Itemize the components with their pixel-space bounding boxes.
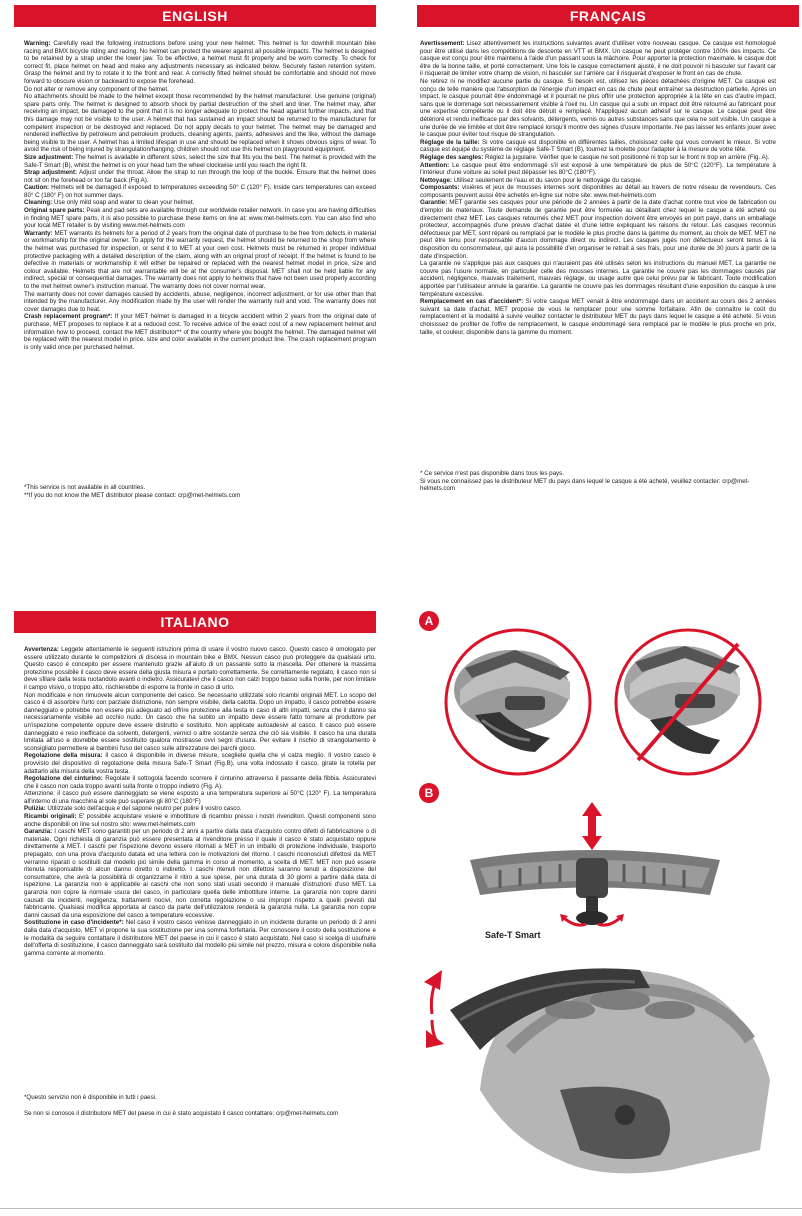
- garanzia-heading: Garanzia:: [24, 828, 53, 836]
- avert-text: Lisez attentivement les instructions suivantes avant d'utiliser votre nouveau casque. Ce casque est homologué pour être utilisé dans les compétitions de descente en VTT et BMX. Un casque ne peut protéger contre 100% des impacts. Ce casque est conçu pour être maintenu à l'aide d'un passant sous la mâchoire. Pour apporter la protection maximale, le casque doit être de la bonne taille, et porté correctement. Une fois le casque correctement ajusté, il ne doit pouvoir ni basculer sur l'avant car il risquerait de limiter votre champ de vision, ni basculer sur l'arrière car il risquerait d'exposer le front en cas de chute.: [420, 40, 776, 78]
- francais-header: FRANÇAIS: [417, 5, 799, 27]
- warranty-text: MET warrants its helmets for a period of 2 years from the original date of purchase to be free from defects in material or workmanship for the original owner. To apply for the warranty request, the helmet should be returned to the shop from where the helmet was purchased for inspection, or send it to MET at your own cost. Helmets must be returned in proper individual protective packaging with a detailed description of the claim, along with an original proof of receipt. If the helmet is found to be defective in materials or workmanship it will either be repaired or replaced with the nearest helmet model in price, size and colour available. Helmets that are not warrantable will be at the consumer's disposal. MET shall not be held liable for any indirect, special or consequential damages. The warranty does not apply to helmets that have not been used properly according to the met helmet owner's instruction manual. The warranty does not cover normal wear.: [24, 229, 376, 290]
- fr-note-1: * Ce service n'est pas disponible dans tous les pays.: [420, 470, 564, 477]
- spare-heading: Original spare parts:: [24, 207, 85, 215]
- strap-heading: Strap adjustment:: [24, 169, 78, 177]
- helmet-incorrect-fit-illustration: [616, 630, 760, 774]
- warning-text: Carefully read the following instructions before using your new helmet. This helmet is for downhill mountain bike racing and BMX bicycle riding and racing. No helmet can protect the wearer against all possible impacts. The helmet is designed to be retained by a strap under the lower jaw. To be effective, a helmet must fit properly and be worn correctly. To check for correct fit, place helmet on head and make any adjustments necessary as indicated below. Securely fasten retention system. Grasp the helmet and try to rotate it to the front and rear. A correctly fitted helmet should be comfortable and should not move forward to obscure vision or backward to expose the forehead.: [24, 40, 376, 85]
- rempl-text: Si votre casque MET venait à être endommagé dans un accident au cours des 2 années suivant sa date d'achat, MET propose de vous le remplacer pour une somme forfaitaire. Afin de connaître le coût du remplacement et la modalité à suivre veuillez contacter le distributeur MET du pays dans lequel le casque a été acheté. Si vous choisissez de profiter de l'offre de remplacement, le casque endommagé sera remplacé par le modèle le plus proche en prix, taille, et couleur, disponible dans la gamme du moment.: [420, 298, 776, 336]
- it-attenzione-text: Attenzione: il casco può essere danneggiato se viene esposto a una temperatura superiore ai 50°C (120° F). La temperatura all'interno di una macchina al sole può superare gli 80°C (180°F): [24, 790, 376, 805]
- sangles-text: Réglez la jugulaire. Vérifier que le casque ne soit positionné ni trop sur le front ni trop en arrière (Fig. A).: [485, 153, 770, 161]
- attachments-text: No attachments should be made to the helmet except those recommended by the helmet manufacturer. Use genuine (original) spare parts only. The helmet is designed to absorb shock by partial destruction of the shell and liner. The helmet may, after receiving an impact, be damaged to the point that it is no longer adequate to protect the head against further impacts, and that this damage may not be visible to the user. A helmet that has sustained an impact should be returned to the manufacturer for competent inspection or be destroyed and replaced. Do not apply decals to your helmet. The helmet may be damaged and rendered ineffective by petroleum and petroleum products, cleaning agents, paints, adhesives and the like, without the damage being visible to the user. A helmet has a limited lifespan in use and should be replaced when it shows obvious signs of wear. To avoid the risk of being injured by strangulation/hanging, children should not use this helmet on playground equipment.: [24, 93, 376, 154]
- misura-heading: Regolazione della misura:: [24, 752, 103, 760]
- attention-text: Le casque peut être endommagé s'il est exposé à une température de plus de 50°C (120°F). La température à l'intérieur d'une voiture au soleil peut dépasser les 80°C (180°F).: [420, 161, 776, 177]
- cinturino-text: Regolate il sottogola facendo scorrere il cinturino attraverso il passante della fibbia. Assicuratevi che il casco non cada troppo avanti sulla fronte o troppo indietro (Fig. A).: [24, 775, 376, 790]
- it-note-2: Se non si conosce il distributore MET del paese in cui è stato acquistato il casco contattare: crp@met-helmets.com: [24, 1109, 339, 1117]
- figure-b-safe-t-smart: [440, 800, 780, 930]
- cinturino-heading: Regolazione del cinturino:: [24, 775, 103, 783]
- rempl-heading: Remplacement en cas d'accident*:: [420, 298, 524, 306]
- ricambi-text: E' possibile acquistare visiere e imbottiture di ricambio presso i nostri rivenditori. Questi componenti sono anche disponibili on line sul nostro sito: www.met-helmets.com: [24, 813, 376, 828]
- it-note-1: *Questo servizio non è disponibile in tutti i paesi.: [24, 1094, 157, 1101]
- bottom-rule: [0, 1208, 802, 1209]
- fr-note-2: Si vous ne connaissez pas le distributeur MET du pays dans lequel le casque a été acheté, veuillez contacter: crp@met-helmets.com: [420, 477, 750, 493]
- cleaning-text: Use only mild soap and water to clean your helmet.: [53, 199, 195, 207]
- up-down-arrow-icon: [582, 802, 602, 850]
- composants-text: visières et jeux de mousses internes sont disponibles au détail au travers de notre réseau de revendeurs. Ces composants peuvent aussi être achetés en-ligne sur notre site: www.met-helmets.com: [420, 184, 776, 199]
- avv-heading: Avvertenza:: [24, 646, 59, 653]
- warranty-heading: Warranty:: [24, 229, 53, 237]
- figure-a-badge: A: [419, 611, 439, 631]
- crash-heading: Crash replacement program*:: [24, 313, 113, 321]
- english-body: [24, 40, 376, 480]
- ricambi-heading: Ricambi originali:: [24, 813, 77, 821]
- strap-text: Adjust under the throat. Allow the strap to run through the loop of the buckle. Ensure that the helmet does not sit on the forehead or too far back (Fig A).: [24, 169, 376, 184]
- cleaning-heading: Cleaning:: [24, 199, 53, 207]
- attention-heading: Attention:: [420, 161, 450, 169]
- english-note-2: **If you do not know the MET distributor please contact: crp@met-helmets.com: [24, 491, 241, 499]
- nettoyage-text: Utilisez seulement de l'eau et du savon pour le nettoyage du casque.: [453, 176, 643, 184]
- garantie2-text: La garantie ne s'applique pas aux casques qui n'auraient pas été utilisés selon les instructions du manuel MET. La garantie ne couvre pas l'usure normale, en particulier celle des mousses internes. La garantie ne couvre pas les dommages causés par accident, négligence, mauvais traitement, mauvais réglage, ou usage autre que celui prévu par le fabricant. Toute modification apportée par l'utilisateur annule la garantie. La garantie ne couvre pas les dommages résultant d'une exposition du casque à une température excessive.: [420, 260, 776, 298]
- english-note-1: *This service is not available in all countries.: [24, 484, 146, 491]
- peak-up-down-arrows-icon: [424, 970, 444, 1048]
- warranty-cover-text: The warranty does not cover damages caused by accidents, abuse, negligence, incorrect adjustment, or for use other than that intended by the manufacturer. Any modification made by the user will render the warranty null and void. The warranty does not cover damages due to heat.: [24, 290, 376, 313]
- avert-heading: Avertissement:: [420, 40, 465, 47]
- size-heading: Size adjustment:: [24, 153, 74, 161]
- alter-text: Do not alter or remove any component of the helmet.: [24, 85, 169, 93]
- it-modif-text: Non modificate e non rimuovete alcun componente del casco. Se necessario utilizzate solo ricambi originali MET. Lo scopo del casco è di assorbire l'urto con parziale distruzione, non sempre visibile, della calotta. Dopo un impatto, il casco potrebbe essere danneggiato e potrebbe non essere più adeguato ad offrire protezione alla testa in caso di altri impatti, senza che il danno sia necessariamente visibile ad occhio nudo. Un casco che ha subito un impatto deve essere fatto tornare al produttore per un'ispezione competente oppure deve essere distrutto e sostituito. Non applicate autoadesivi al casco. Il casco può essere danneggiato e reso inefficace da solventi, detergenti, vernici o altre sostanze senza che ciò sia visibile. Il casco ha una durata limitata all'uso e dovrebbe essere sostituito qualora mostrasse ovvi segni d'usura. Per evitare il rischio di strangolamento è sconsigliato permettere ai bambini l'uso del casco sulle attrezzature dei parchi gioco.: [24, 691, 376, 752]
- sangles-heading: Réglage des sangles:: [420, 153, 484, 161]
- spare-text: Peak and pad sets are available through our worldwide retailer network. In case you are having difficulties in finding MET spare parts, it is also possible to purchase these items on line at: www.met-helmets.com. You can also find who your local MET retailer is by visiting www.met-helmets.com: [24, 207, 376, 230]
- avv-text: Leggete attentamente le seguenti istruzioni prima di usare il vostro nuovo casco. Questo casco è omologato per essere utilizzato durante le competizioni di discesa in mountain bike e BMX. Nessun casco può proteggere da qualsiasi urto. Questo casco è concepito per essere mantenuto grazie all'aiuto di un passante sotto la mascella. Per ottenere la massima protezione possibile il casco deve essere della giusta misura e portato correttamente. Se correttamente regolato, il casco non si deve sfilare dalla testa ruotandolo avanti o indietro. Assicuratevi che il casco non calzi troppo basso sulla fronte, per non limitare il campo visivo, o troppo alto, rischierebbe di esporre la fronte in caso di urto.: [24, 646, 376, 691]
- pulizia-text: Utilizzate solo dell'acqua e del sapone neutro per pulire il vostro casco.: [47, 805, 242, 813]
- francais-body: [420, 40, 776, 468]
- caution-heading: Caution:: [24, 184, 50, 192]
- francais-notes: [420, 470, 776, 493]
- italiano-notes: [24, 1094, 376, 1117]
- caution-text: Helmets will be damaged if exposed to temperatures exceeding 50° C (120° F). Inside cars temperatures can exceed 80° C (180° F) on hot summer days.: [24, 184, 376, 199]
- figure-b-badge: B: [419, 783, 439, 803]
- english-notes: [24, 484, 376, 499]
- sostituzione-heading: Sostituzione in caso d'incidente*:: [24, 919, 124, 927]
- italiano-header: ITALIANO: [14, 611, 376, 633]
- garantie-text: MET garantie ses casques pour une période de 2 années à partir de la date d'achat contre tout vice de fabrication ou d'emploi de matériaux. Toute demande de garantie peut être formulée au détaillant chez lequel le casque a été acheté ou directement chez MET. Les casques retournés chez MET pour inspection doivent être envoyés en port payé, dans un emballage protecteur, accompagnés d'une preuve d'achat datée et d'une lettre expliquant les raisons du retour. Les casques reconnus défectueux par MET, sont réparé ou remplacé par le modèle le plus proche dans la gamme du moment, au choix de MET. MET ne peut être tenu pour responsable d'aucun dommage direct ou indirect. Les casques jugés non défectueux seront tenus à la disposition du consommateur, qui aura la possibilité d'en organiser le retrait à ses frais, pour une durée de 30 jours à partir de la date d'inspection.: [420, 199, 776, 260]
- retention-cradle-illustration: [470, 850, 720, 925]
- garanzia-text: I caschi MET sono garantiti per un periodo di 2 anni a partire dalla data d'acquisto contro difetti di fabbricazione o di materiale. Ogni richiesta di garanzia può essere presentata al rivenditore presso il quale il casco è stato acquistato oppure direttamente a MET. I caschi per l'ispezione devono essere ritornati a MET in un imballo di protezione individuale, trasporto prepagato, con una prova d'acquisto datata ed una lettera con le motivazioni del ritorno. I caschi riconosciuti difettosi da MET verranno riparati o sostituiti dal modello più simile della gamma in corso al momento, a scelta di MET. MET non può essere ritenuta responsabile di alcun danno diretto o indiretto. I caschi ritenuti non difettosi saranno tenuti a disposizione del consumatore, che avrà la possibilità di organizzarne il ritiro a sue spese, per una durata di 30 giorni a partire dalla data di ispezione. La garanzia non è applicabile ai caschi che non sono stati usati secondo il manuale d'istruzioni d'uso MET. La garanzia non copre la normale usura del casco, in particolare quella delle imbottiture interne. La garanzia non copre danni causati da incidenti, negligenza, trattamenti nocivi, non corretta regolazione o usi impropri rispetto a quelli previsti dal fabbricante. Qualsiasi modifica apportata al casco da parte dell'utilizzatore renderà la garanzia nulla. La garanzia non copre danni causati da una esposizione del casco a temperature eccessive.: [24, 828, 376, 919]
- italiano-body: [24, 646, 376, 1086]
- taille-text: Si votre casque est disponible en différentes tailles, choisissez celle qui vous convient le mieux. Si votre casque est équipé du système de réglage Safe-T Smart (B), tournez la molette pour l'adapter à la mesure de votre tête.: [420, 138, 776, 154]
- crash-text: If your MET helmet is damaged in a bicycle accident within 2 years from the original date of purchase, MET proposes to replace it at a reduced cost. To receive advice of the exact cost of a new replacement helmet and information how to proceed, contact the MET distributor** of the country where you bought the helmet. The damaged helmet will be replaced with the nearest model in price, size and color available in the current product line. The crash replacement program is only valid once per purchased helmet.: [24, 313, 376, 351]
- size-text: The helmet is available in different sizes, select the size that fits you the best. The helmet is provided with the Safe-T Smart (B), whilst the helmet is on your head turn the wheel clockwise until you reach the right fit.: [24, 153, 376, 169]
- taille-heading: Réglage de la taille:: [420, 138, 480, 146]
- misura-text: Il casco è disponibile in diverse misure, scegliete quella che vi calza meglio. Il vostro casco è provvisto del dispositivo di regolazione della misura Safe-T Smart (Fig.B), una volta indossato il casco, girate la rotella per adattarlo alla misura della vostra testa.: [24, 752, 376, 775]
- nettoyage-heading: Nettoyage:: [420, 176, 452, 184]
- english-header: ENGLISH: [14, 5, 376, 27]
- safe-t-smart-label: Safe-T Smart: [485, 930, 541, 940]
- pulizia-heading: Pulizia:: [24, 805, 46, 813]
- fr-modif-text: Ne retirez ni ne modifiez aucune partie du casque. Si besoin est, utilisez les pièces détachées d'origine MET. Ce casque est conçu de telle manière que l'absorption de l'énergie d'un impact en cas de chute peut entraîner sa destruction partielle. Après un impact, le casque pourrait être endommagé et il pourrait ne plus offrir une protection appropriée à la tête en cas d'autre impact, sans que le dommage soit nécessairement visible à l'oeil nu. Un casque qui a subi un impact doit être retourné au fabricant pour une expertise compétente ou il doit être détruit e remplacé. N'appliquez aucun adhésif sur le casque. Le casque peut être détérioré et rendu inefficace par des solvants, détergents, vernis ou autres substances sans que cela ne soit visible. Un casque a une durée de vie limitée et doit être remplacé lorsqu'il montre des signes d'usure importante. Ne pas laisser les enfants jouer avec le casque pour éviter tout risque de strangulation.: [420, 77, 776, 139]
- helmet-correct-fit-illustration: [446, 630, 590, 774]
- sostituzione-text: Nel caso il vostro casco venisse danneggiato in un incidente durante un periodo di 2 anni dalla data d'acquisto, MET vi propone la sua sostituzione per una somma forfettaria. Per conoscere il costo della sostituzione e le modalità da seguire contattare il distributore MET del paese in cui il casco è stato acquistato. Nel caso si scelga di usufruire dell'offerta di sostituzione, il casco danneggiato sarà sostituito dal modello più simile nel prezzo, misura e colore disponibile nella gamma corrente al momento.: [24, 919, 376, 957]
- composants-heading: Composants:: [420, 184, 460, 192]
- figure-peak-adjustment: [420, 940, 790, 1200]
- figure-a-helmet-fit: [420, 620, 790, 780]
- warning-heading: Warning:: [24, 40, 51, 47]
- garantie-heading: Garantie:: [420, 199, 448, 207]
